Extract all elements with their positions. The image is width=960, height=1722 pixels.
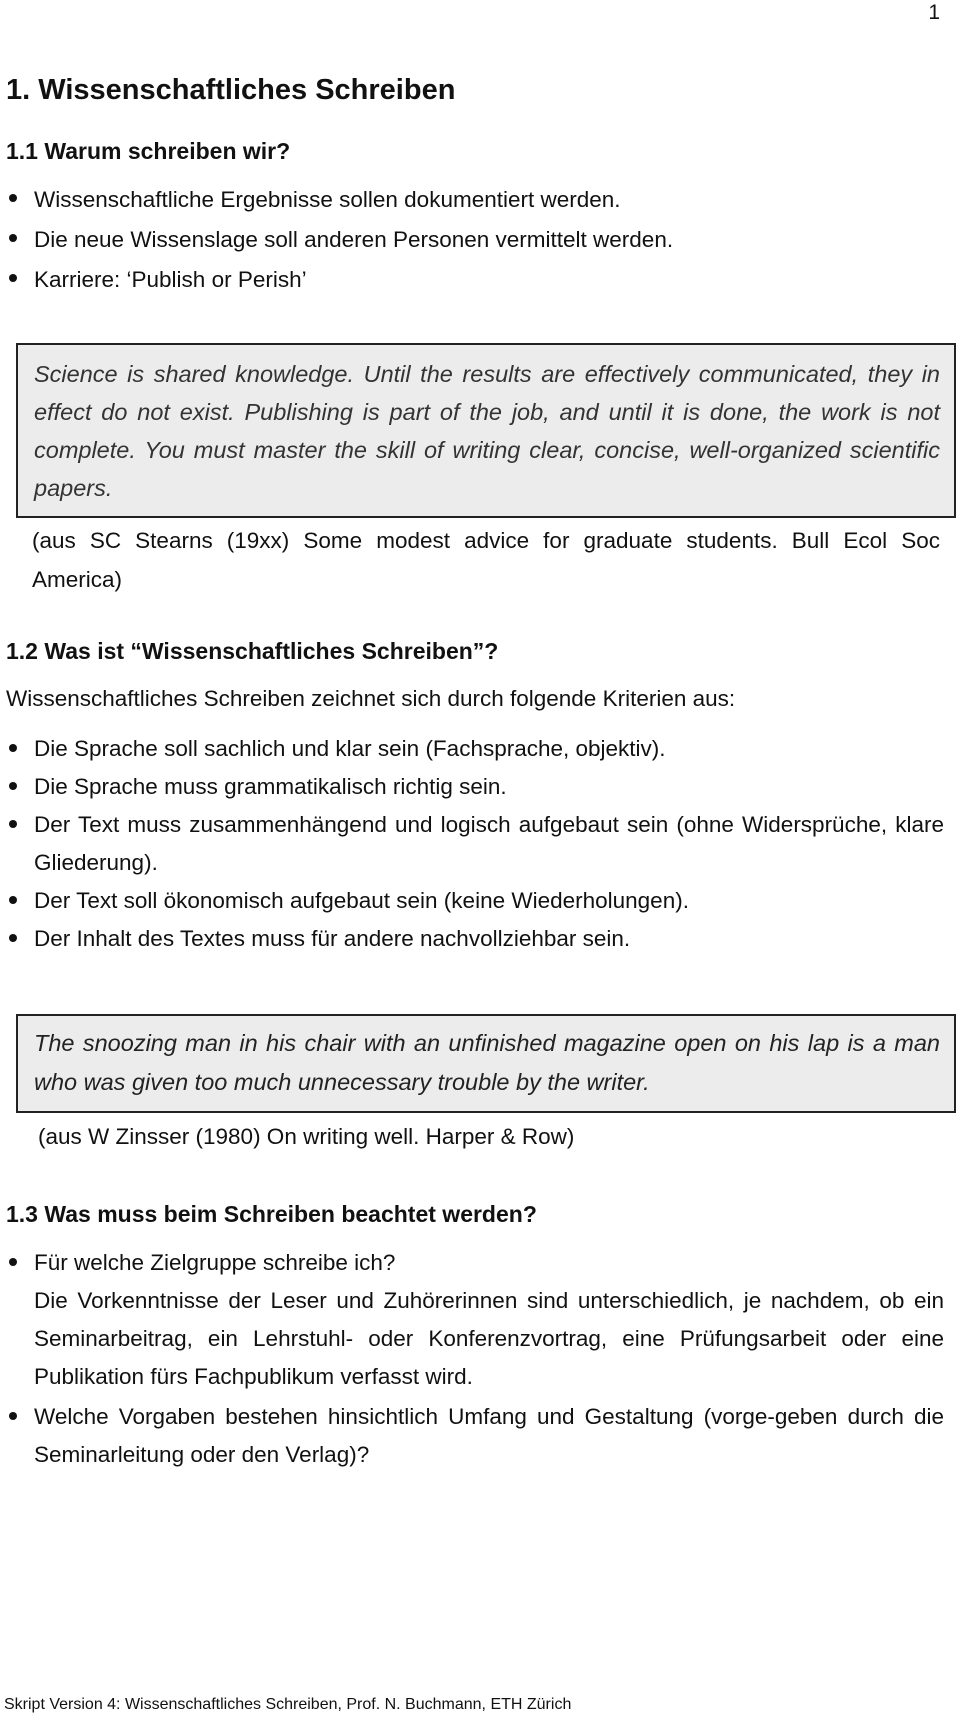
list-item (6, 1398, 944, 1474)
quote-citation-zinsser: (aus W Zinsser (1980) On writing well. Harper & Row) (38, 1124, 575, 1149)
page-footer: Skript Version 4: Wissenschaftliches Schreiben, Prof. N. Buchmann, ETH Zürich (4, 1696, 572, 1713)
section-heading-1-1: 1.1 Warum schreiben wir? (6, 138, 291, 164)
bullet-list-1-1 (6, 180, 944, 300)
quote-text: The snoozing man in his chair with an unfinished magazine open on his lap is a man who was given too much unnecessary trouble by the writer. (34, 1030, 940, 1095)
list-item-title: Welche Vorgaben bestehen hinsichtlich Umfang und Gestaltung (vorge-geben durch die Seminarleitung oder den Verlag)? (34, 1404, 944, 1467)
list-item: Wissenschaftliche Ergebnisse sollen dokumentiert werden. (6, 180, 944, 220)
quote-citation-stearns: (aus SC Stearns (19xx) Some modest advice for graduate students. Bull Ecol Soc America) (32, 528, 940, 592)
chapter-heading: 1. Wissenschaftliches Schreiben (6, 74, 456, 106)
section-heading-1-3: 1.3 Was muss beim Schreiben beachtet werden? (6, 1201, 537, 1227)
list-item: Der Text soll ökonomisch aufgebaut sein (keine Wiederholungen). (6, 882, 944, 920)
quote-text: Science is shared knowledge. Until the results are effectively communicated, they in effect do not exist. Publishing is part of the job, and until it is done, the work is not complete. You must master the skill of writing clear, concise, well-organized scientific papers. (34, 361, 940, 501)
section-heading-1-2: 1.2 Was ist “Wissenschaftliches Schreiben”? (6, 638, 499, 664)
section-intro: Wissenschaftliches Schreiben zeichnet sich durch folgende Kriterien aus: (6, 686, 736, 711)
list-item: Die Sprache muss grammatikalisch richtig sein. (6, 768, 944, 806)
page-number: 1 (928, 1, 940, 24)
list-item: Der Inhalt des Textes muss für andere nachvollziehbar sein. (6, 920, 944, 958)
list-item-body: Die Vorkenntnisse der Leser und Zuhörerinnen sind unterschiedlich, je nachdem, ob ein Seminarbeitrag, ein Lehrstuhl- oder Konferenzvortrag, eine Prüfungsarbeit oder eine Publikation fürs Fachpublikum verfasst wird. (34, 1288, 944, 1389)
list-item: Karriere: ‘Publish or Perish’ (6, 260, 944, 300)
quote-box-stearns (16, 343, 956, 518)
list-item: Die Sprache soll sachlich und klar sein (Fachsprache, objektiv). (6, 730, 944, 768)
list-item: Die neue Wissenslage soll anderen Personen vermittelt werden. (6, 220, 944, 260)
list-item (6, 1244, 944, 1396)
bullet-list-1-3 (6, 1244, 944, 1474)
list-item-title: Für welche Zielgruppe schreibe ich? (34, 1250, 396, 1275)
bullet-list-1-2 (6, 730, 944, 958)
list-item: Der Text muss zusammenhängend und logisch aufgebaut sein (ohne Widersprüche, klare Gliederung). (6, 806, 944, 882)
quote-box-zinsser (16, 1014, 956, 1113)
